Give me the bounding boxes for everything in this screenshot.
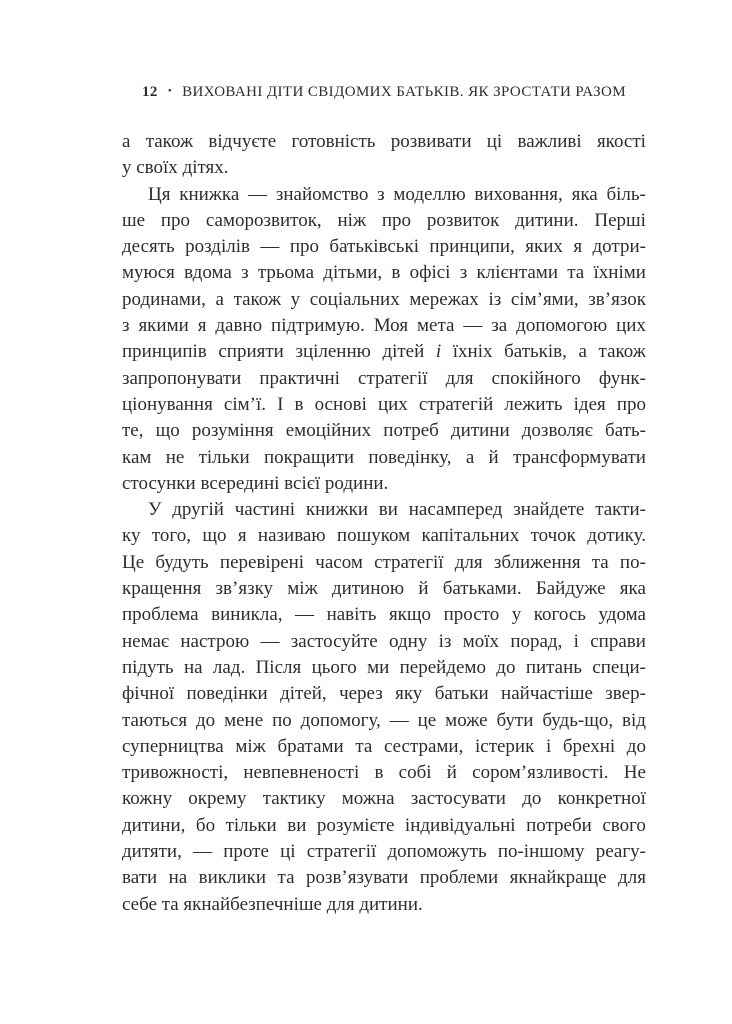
- text-line: ше про саморозвиток, ніж про розвиток дитини. Перші: [122, 209, 646, 231]
- text-line: у своїх дітях.: [122, 157, 229, 179]
- text-line: принципів сприяти зціленню дітей і їхніх батьків, а також: [122, 341, 646, 363]
- text-line: Це будуть перевірені часом стратегії для зближення та по-: [122, 551, 646, 573]
- text-line: Ця книжка — знайомство з моделлю виховання, яка біль-: [148, 183, 646, 205]
- page-number: 12: [142, 84, 158, 100]
- page-header: [122, 83, 646, 101]
- bullet-separator-icon: •: [167, 85, 173, 97]
- text-line: суперництва між братами та сестрами, істерик і брехні до: [122, 735, 646, 757]
- text-line: кам не тільки покращити поведінку, а й трансформувати: [122, 446, 646, 468]
- text-line: У другій частині книжки ви насамперед знайдете такти-: [148, 499, 646, 521]
- text-line: родинами, а також у соціальних мережах із сім’ями, зв’язок: [122, 288, 646, 310]
- text-line: з якими я давно підтримую. Моя мета — за допомогою цих: [122, 315, 646, 337]
- text-line: кращення зв’язку між дитиною й батьками. Байдуже яка: [122, 578, 646, 600]
- text-line: дитяти, — проте ці стратегії допоможуть по-іншому реагу-: [122, 841, 646, 863]
- text-line: те, що розуміння емоційних потреб дитини дозволяє бать-: [122, 420, 646, 442]
- text-line: тривожності, невпевненості в собі й сором’язливості. Не: [122, 762, 646, 784]
- text-line: вати на виклики та розв’язувати проблеми якнайкраще для: [122, 867, 646, 889]
- text-line: дитини, бо тільки ви розумієте індивідуальні потреби свого: [122, 814, 646, 836]
- text-line: таються до мене по допомогу, — це може бути будь-що, від: [122, 709, 646, 731]
- text-line: десять розділів — про батьківські принципи, яких я дотри-: [122, 236, 646, 258]
- text-line: проблема виникла, — навіть якщо просто у когось удома: [122, 604, 646, 626]
- text-line: себе та якнайбезпечніше для дитини.: [122, 893, 423, 915]
- text-line: фічної поведінки дітей, через яку батьки найчастіше звер-: [122, 683, 646, 705]
- text-line: стосунки всередині всієї родини.: [122, 472, 389, 494]
- text-line: а також відчуєте готовність розвивати ці важливі якості: [122, 131, 646, 152]
- text-line: підуть на лад. Після цього ми перейдемо до питань специ-: [122, 656, 646, 678]
- text-line: ку того, що я називаю пошуком капітальних точок дотику.: [122, 525, 646, 547]
- text-line: ціонування сім’ї. І в основі цих стратегій лежить ідея про: [122, 393, 646, 415]
- text-line: кожну окрему тактику можна застосувати до конкретної: [122, 788, 646, 810]
- text-line: муюся вдома з трьома дітьми, в офісі з клієнтами та їхніми: [122, 262, 646, 284]
- text-line: немає настрою — застосуйте одну із моїх порад, і справи: [122, 630, 646, 652]
- text-block: [122, 129, 646, 918]
- running-title: ВИХОВАНІ ДІТИ СВІДОМИХ БАТЬКІВ. ЯК ЗРОСТАТИ РАЗОМ: [182, 84, 626, 100]
- text-line: запропонувати практичні стратегії для спокійного функ-: [122, 367, 646, 389]
